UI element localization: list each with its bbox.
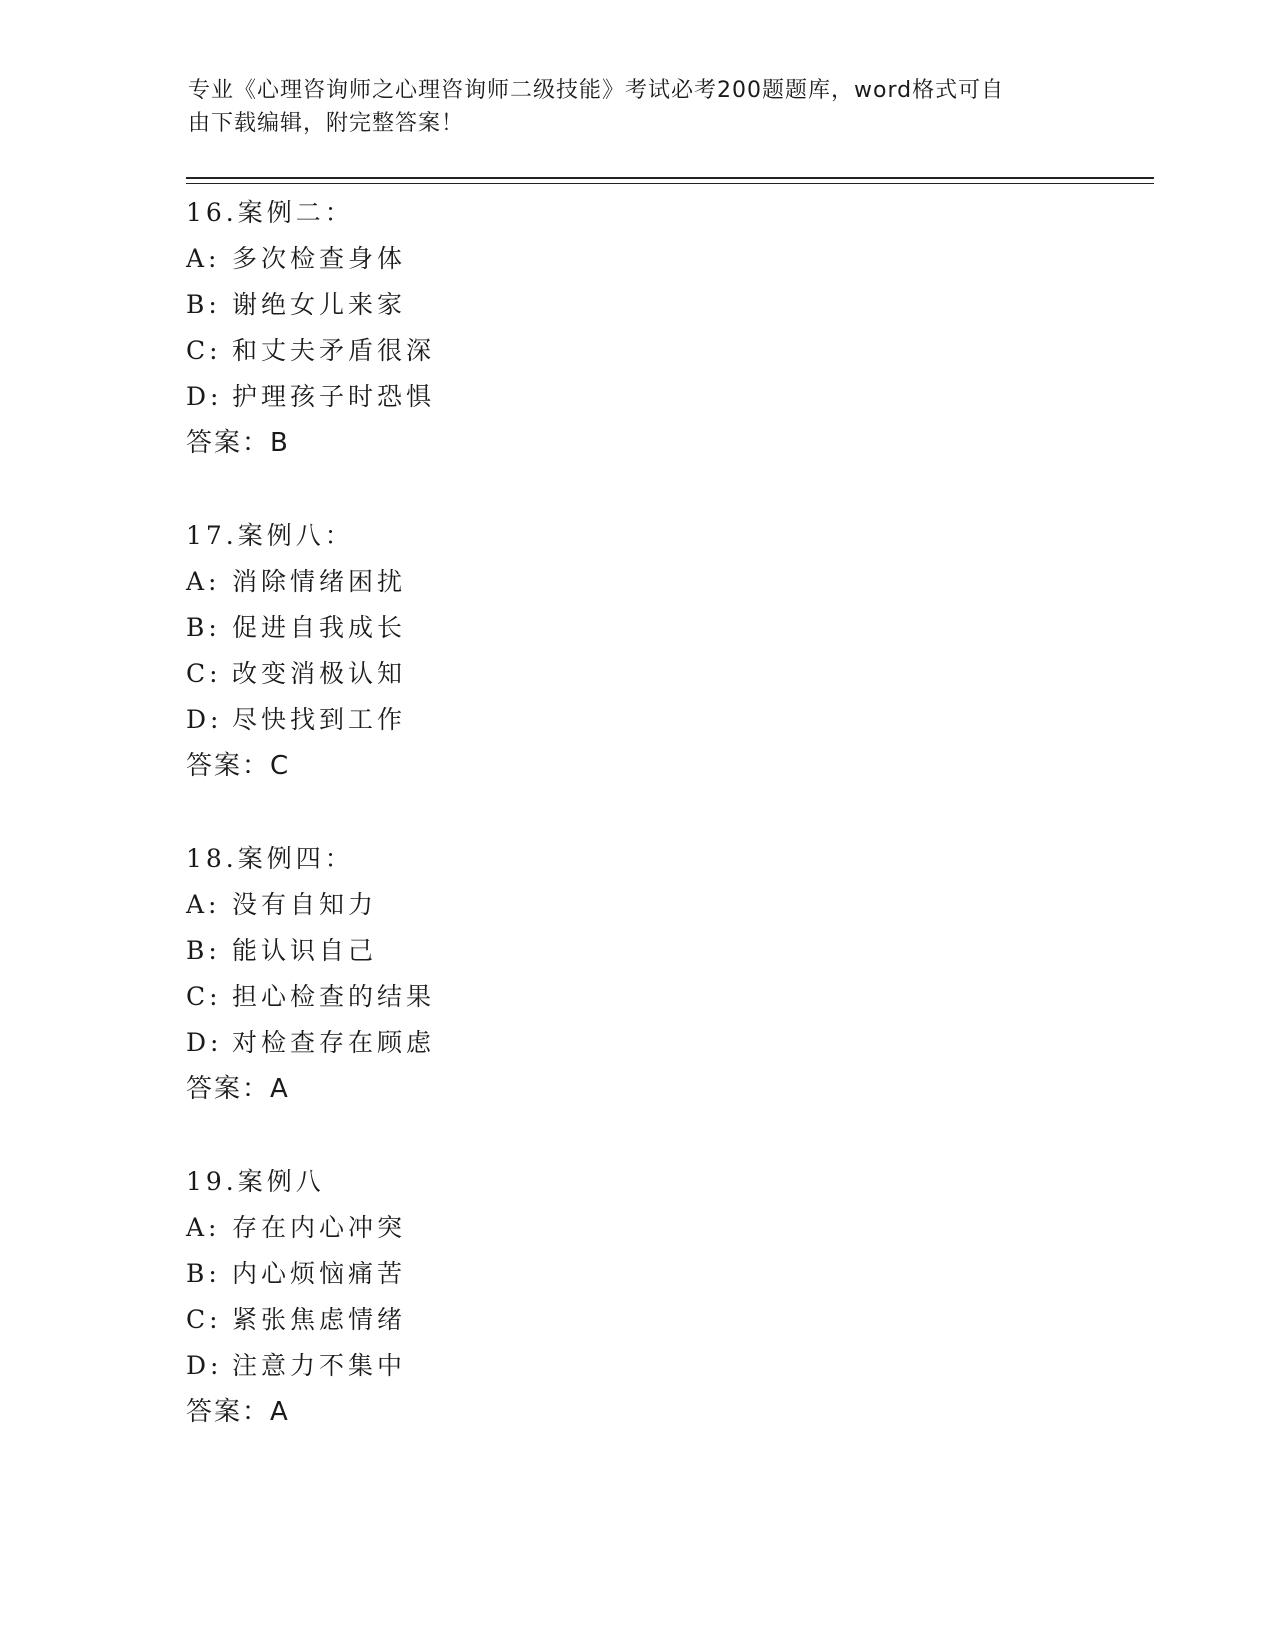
question-title: 16.案例二： xyxy=(186,198,354,227)
option-letter: A: xyxy=(186,890,221,919)
answer-line: 答案：A xyxy=(186,1074,290,1104)
option-text: 紧张焦虑情绪 xyxy=(232,1305,407,1334)
option-a xyxy=(186,1205,1146,1251)
option-letter: B: xyxy=(186,936,221,965)
option-text: 和丈夫矛盾很深 xyxy=(232,336,436,365)
option-text: 消除情绪困扰 xyxy=(232,567,407,596)
header-divider-thick xyxy=(186,177,1154,179)
option-letter: B: xyxy=(186,1259,221,1288)
option-text: 多次检查身体 xyxy=(232,244,407,273)
option-text: 担心检查的结果 xyxy=(232,982,436,1011)
option-letter: B: xyxy=(186,613,221,642)
option-a xyxy=(186,882,1146,928)
option-letter: C: xyxy=(186,1305,222,1334)
option-c xyxy=(186,974,1146,1020)
question-18 xyxy=(186,836,1146,1112)
option-d xyxy=(186,1020,1146,1066)
option-letter: D: xyxy=(186,1028,223,1057)
option-letter: D: xyxy=(186,705,223,734)
option-a xyxy=(186,236,1146,282)
question-19 xyxy=(186,1159,1146,1435)
option-letter: C: xyxy=(186,336,222,365)
question-16 xyxy=(186,190,1146,466)
option-text: 没有自知力 xyxy=(232,890,378,919)
option-d xyxy=(186,374,1146,420)
option-text: 尽快找到工作 xyxy=(232,705,407,734)
option-b xyxy=(186,605,1146,651)
option-letter: B: xyxy=(186,290,221,319)
option-letter: C: xyxy=(186,659,222,688)
question-title: 19.案例八 xyxy=(186,1167,325,1196)
option-c xyxy=(186,328,1146,374)
option-text: 能认识自己 xyxy=(232,936,378,965)
option-letter: D: xyxy=(186,1351,223,1380)
option-letter: A: xyxy=(186,567,221,596)
option-text: 对检查存在顾虑 xyxy=(232,1028,436,1057)
option-text: 护理孩子时恐惧 xyxy=(232,382,436,411)
option-d xyxy=(186,1343,1146,1389)
option-d xyxy=(186,697,1146,743)
option-b xyxy=(186,282,1146,328)
header-divider-thin xyxy=(186,183,1154,184)
header-line-1: 专业《心理咨询师之心理咨询师二级技能》考试必考200题题库，word格式可自 xyxy=(188,78,1005,103)
answer-line: 答案：C xyxy=(186,751,291,781)
question-17 xyxy=(186,513,1146,789)
header-line-2: 由下载编辑，附完整答案！ xyxy=(188,111,465,136)
option-c xyxy=(186,651,1146,697)
question-title: 18.案例四： xyxy=(186,844,354,873)
answer-line: 答案：A xyxy=(186,1397,290,1427)
document-header xyxy=(188,74,1068,140)
option-letter: A: xyxy=(186,1213,221,1242)
option-text: 谢绝女儿来家 xyxy=(232,290,407,319)
option-text: 促进自我成长 xyxy=(232,613,407,642)
option-letter: D: xyxy=(186,382,223,411)
option-text: 改变消极认知 xyxy=(232,659,407,688)
answer-line: 答案：B xyxy=(186,428,290,458)
option-letter: A: xyxy=(186,244,221,273)
option-text: 注意力不集中 xyxy=(232,1351,407,1380)
option-c xyxy=(186,1297,1146,1343)
option-b xyxy=(186,1251,1146,1297)
option-text: 存在内心冲突 xyxy=(232,1213,407,1242)
option-a xyxy=(186,559,1146,605)
option-letter: C: xyxy=(186,982,222,1011)
option-text: 内心烦恼痛苦 xyxy=(232,1259,407,1288)
question-list xyxy=(186,190,1146,1435)
option-b xyxy=(186,928,1146,974)
question-title: 17.案例八： xyxy=(186,521,354,550)
